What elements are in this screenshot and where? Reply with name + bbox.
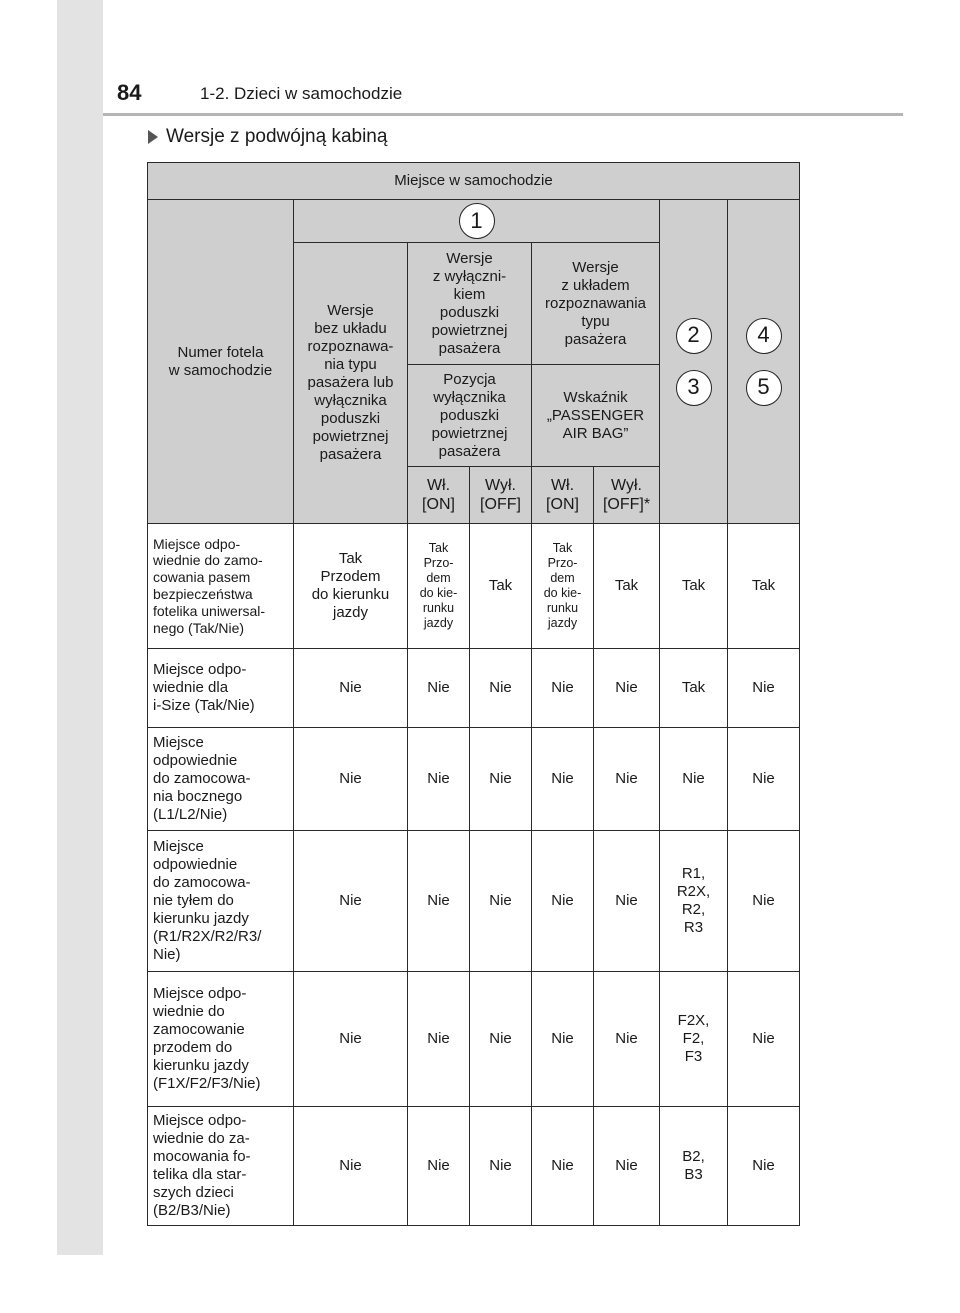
table-cell: Nie — [407, 830, 470, 972]
table-cell: Nie — [531, 1106, 594, 1226]
table-cell: Nie — [727, 1106, 800, 1226]
state-indicator-on: Wł. [ON] — [531, 466, 594, 524]
table-cell: Nie — [469, 971, 532, 1107]
table-cell: Nie — [593, 830, 660, 972]
table-cell: Nie — [593, 648, 660, 728]
table-cell: Tak — [727, 523, 800, 649]
seat-2-3-header — [659, 199, 728, 524]
section-heading — [148, 126, 387, 148]
table-cell: Nie — [531, 727, 594, 831]
triangle-bullet-icon — [148, 130, 158, 144]
table-cell: Nie — [659, 727, 728, 831]
seat-1-header — [293, 199, 660, 243]
sub-header-indicator: Wskaźnik „PASSENGER AIR BAG” — [531, 364, 660, 467]
row-label-universal: Miejsce odpo- wiednie do zamo- cowania pasem bezpieczeństwa fotelika uniwersal- nego (Tak/Nie) — [147, 523, 294, 649]
table-cell: Tak Przodem do kierunku jazdy — [293, 523, 408, 649]
table-cell: Nie — [407, 727, 470, 831]
seat-number-1: 1 — [459, 203, 495, 239]
state-indicator-off: Wył. [OFF]* — [593, 466, 660, 524]
table-cell: Nie — [469, 1106, 532, 1226]
row-header-label: Numer fotela w samochodzie — [147, 199, 294, 524]
table-cell: Nie — [407, 971, 470, 1107]
sub-header-switch-position: Pozycja wyłącznika poduszki powietrznej pasażera — [407, 364, 532, 467]
table-cell: Nie — [469, 648, 532, 728]
seat-compatibility-table — [147, 162, 800, 1226]
row-label-isize: Miejsce odpo- wiednie dla i-Size (Tak/Nie) — [147, 648, 294, 728]
state-switch-on: Wł. [ON] — [407, 466, 470, 524]
table-title — [147, 162, 800, 200]
table-cell: Nie — [469, 727, 532, 831]
section-heading-text: Wersje z podwójną kabiną — [166, 126, 388, 147]
table-cell: Nie — [593, 971, 660, 1107]
table-cell: Tak Przo- dem do kie- runku jazdy — [407, 523, 470, 649]
state-switch-off: Wył. [OFF] — [469, 466, 532, 524]
seat-number-2: 2 — [676, 318, 712, 354]
table-cell: Nie — [293, 727, 408, 831]
row-label-rear-facing: Miejsce odpowiednie do zamocowa- nie tyłem do kierunku jazdy (R1/R2X/R2/R3/ Nie) — [147, 830, 294, 972]
table-cell: Nie — [531, 971, 594, 1107]
table-cell: Tak — [593, 523, 660, 649]
table-cell: Nie — [531, 648, 594, 728]
table-cell: Nie — [407, 1106, 470, 1226]
seat-number-4: 4 — [746, 318, 782, 354]
col-group-detection: Wersje z układem rozpoznawania typu pasażera — [531, 242, 660, 365]
row-label-forward-facing: Miejsce odpo- wiednie do zamocowanie przodem do kierunku jazdy (F1X/F2/F3/Nie) — [147, 971, 294, 1107]
table-cell: Nie — [727, 648, 800, 728]
table-cell: Nie — [293, 830, 408, 972]
table-cell: Tak — [469, 523, 532, 649]
row-label-lateral: Miejsce odpowiednie do zamocowa- nia bocznego (L1/L2/Nie) — [147, 727, 294, 831]
table-cell: Nie — [727, 830, 800, 972]
table-cell: Nie — [727, 727, 800, 831]
table-cell: Tak — [659, 523, 728, 649]
seat-number-5: 5 — [746, 370, 782, 406]
table-cell: Nie — [293, 648, 408, 728]
table-title-text: Miejsce w samochodzie — [394, 172, 553, 189]
header-rule — [103, 113, 903, 116]
table-cell: Nie — [593, 727, 660, 831]
seat-number-3: 3 — [676, 370, 712, 406]
margin-strip — [57, 0, 103, 1255]
page-header — [0, 0, 960, 120]
table-cell: Tak — [659, 648, 728, 728]
chapter-title: 1-2. Dzieci w samochodzie — [200, 84, 403, 103]
col-group-no-system: Wersje bez układu rozpoznawa- nia typu pasażera lub wyłącznika poduszki powietrznej pasażera — [293, 242, 408, 524]
table-cell: Nie — [293, 1106, 408, 1226]
table-cell: Nie — [293, 971, 408, 1107]
table-cell: Nie — [469, 830, 532, 972]
seat-4-5-header — [727, 199, 800, 524]
table-cell: R1, R2X, R2, R3 — [659, 830, 728, 972]
table-cell: F2X, F2, F3 — [659, 971, 728, 1107]
table-cell: Nie — [531, 830, 594, 972]
table-cell: Tak Przo- dem do kie- runku jazdy — [531, 523, 594, 649]
col-group-switch: Wersje z wyłączni- kiem poduszki powietrznej pasażera — [407, 242, 532, 365]
row-label-booster: Miejsce odpo- wiednie do za- mocowania fo- telika dla star- szych dzieci (B2/B3/Nie) — [147, 1106, 294, 1226]
page-number: 84 — [117, 80, 142, 105]
table-cell: Nie — [727, 971, 800, 1107]
table-cell: Nie — [593, 1106, 660, 1226]
table-cell: Nie — [407, 648, 470, 728]
table-cell: B2, B3 — [659, 1106, 728, 1226]
